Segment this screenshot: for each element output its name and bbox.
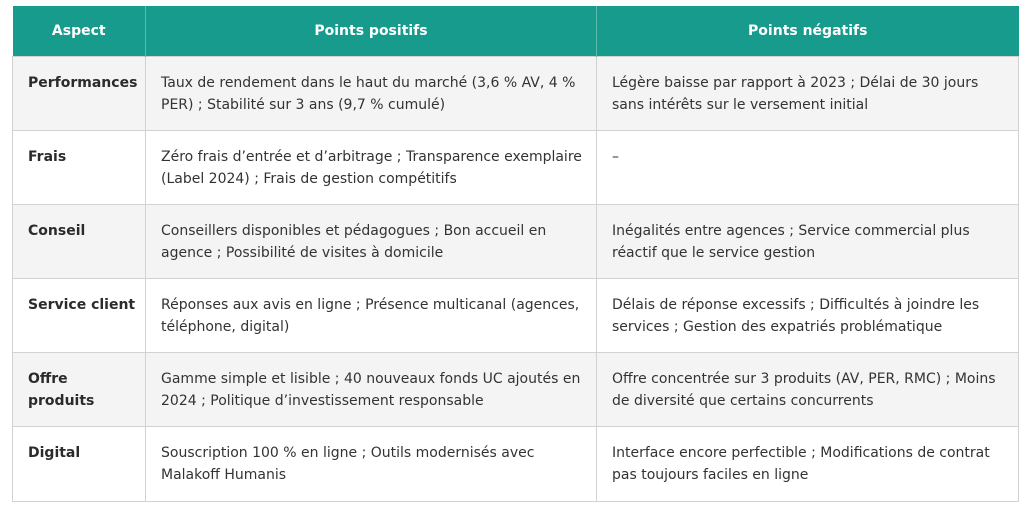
positive-cell: Conseillers disponibles et pédagogues ; Bon accueil en agence ; Possibilité de visites à domicile	[146, 205, 597, 279]
table-body	[13, 57, 1019, 502]
negative-cell: Inégalités entre agences ; Service commercial plus réactif que le service gestion	[597, 205, 1019, 279]
table-row	[13, 57, 1019, 131]
positive-cell: Zéro frais d’entrée et d’arbitrage ; Transparence exemplaire (Label 2024) ; Frais de gestion compétitifs	[146, 131, 597, 205]
positive-cell: Souscription 100 % en ligne ; Outils modernisés avec Malakoff Humanis	[146, 427, 597, 502]
aspect-cell: Digital	[13, 427, 146, 502]
negative-cell: Interface encore perfectible ; Modifications de contrat pas toujours faciles en ligne	[597, 427, 1019, 502]
table-row	[13, 353, 1019, 427]
positive-cell: Gamme simple et lisible ; 40 nouveaux fonds UC ajoutés en 2024 ; Politique d’investissement responsable	[146, 353, 597, 427]
negative-cell: Délais de réponse excessifs ; Difficultés à joindre les services ; Gestion des expatriés problématique	[597, 279, 1019, 353]
table-header	[13, 6, 1019, 57]
aspect-cell: Service client	[13, 279, 146, 353]
table-row	[13, 131, 1019, 205]
positive-cell: Réponses aux avis en ligne ; Présence multicanal (agences, téléphone, digital)	[146, 279, 597, 353]
header-row	[13, 6, 1019, 57]
aspect-cell: Conseil	[13, 205, 146, 279]
column-header-positive: Points positifs	[146, 6, 597, 57]
table-row	[13, 205, 1019, 279]
column-header-negative: Points négatifs	[597, 6, 1019, 57]
aspect-cell: Performances	[13, 57, 146, 131]
comparison-table-container	[12, 6, 1018, 502]
negative-cell: –	[597, 131, 1019, 205]
positive-cell: Taux de rendement dans le haut du marché (3,6 % AV, 4 % PER) ; Stabilité sur 3 ans (9,7 % cumulé)	[146, 57, 597, 131]
column-header-aspect: Aspect	[13, 6, 146, 57]
comparison-table	[12, 6, 1019, 502]
table-row	[13, 427, 1019, 502]
aspect-cell: Offre produits	[13, 353, 146, 427]
table-row	[13, 279, 1019, 353]
aspect-cell: Frais	[13, 131, 146, 205]
negative-cell: Offre concentrée sur 3 produits (AV, PER, RMC) ; Moins de diversité que certains concurrents	[597, 353, 1019, 427]
negative-cell: Légère baisse par rapport à 2023 ; Délai de 30 jours sans intérêts sur le versement initial	[597, 57, 1019, 131]
